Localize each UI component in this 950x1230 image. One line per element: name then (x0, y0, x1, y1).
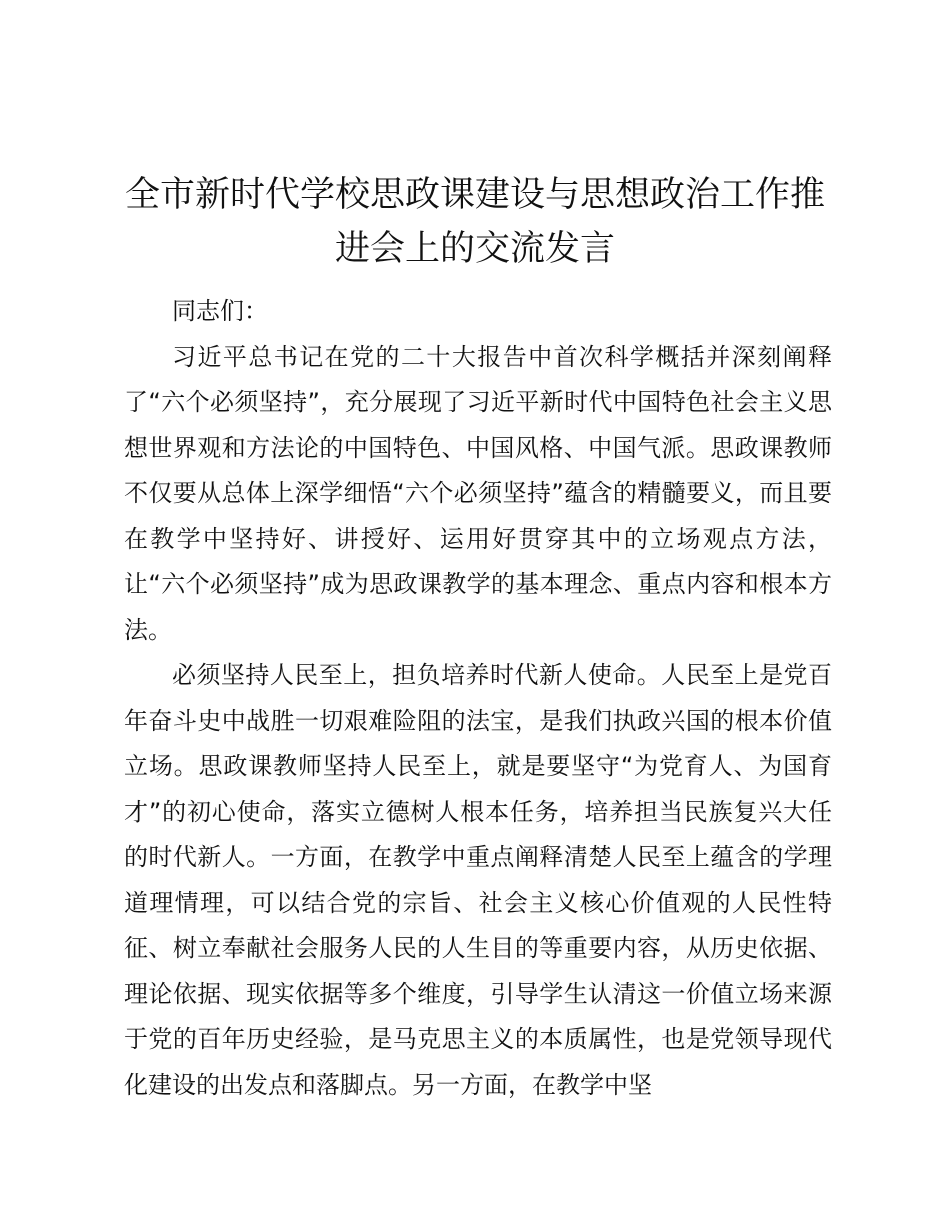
paragraph-intro: 习近平总书记在党的二十大报告中首次科学概括并深刻阐释了“六个必须坚持”，充分展现了习近平新时代中国特色社会主义思想世界观和方法论的中国特色、中国风格、中国气派。思政课教师不仅要从总体上深学细悟“六个必须坚持”蕴含的精髓要义，而且要在教学中坚持好、讲授好、运用好贯穿其中的立场观点方法，让“六个必须坚持”成为思政课教学的基本理念、重点内容和根本方法。 (124, 342, 832, 644)
greeting: 同志们： (172, 297, 268, 325)
document-body (124, 289, 832, 1108)
document-title: 全市新时代学校思政课建设与思想政治工作推进会上的交流发言 (124, 175, 825, 269)
paragraph-people-first: 必须坚持人民至上，担负培养时代新人使命。人民至上是党百年奋斗史中战胜一切艰难险阻的法宝，是我们执政兴国的根本价值立场。思政课教师坚持人民至上，就是要坚守“为党育人、为国育才”的初心使命，落实立德树人根本任务，培养担当民族复兴大任的时代新人。一方面，在教学中重点阐释清楚人民至上蕴含的学理道理情理，可以结合党的宗旨、社会主义核心价值观的人民性特征、树立奉献社会服务人民的人生目的等重要内容，从历史依据、理论依据、现实依据等多个维度，引导学生认清这一价值立场来源于党的百年历史经验，是马克思主义的本质属性，也是党领导现代化建设的出发点和落脚点。另一方面，在教学中坚 (124, 661, 832, 1099)
